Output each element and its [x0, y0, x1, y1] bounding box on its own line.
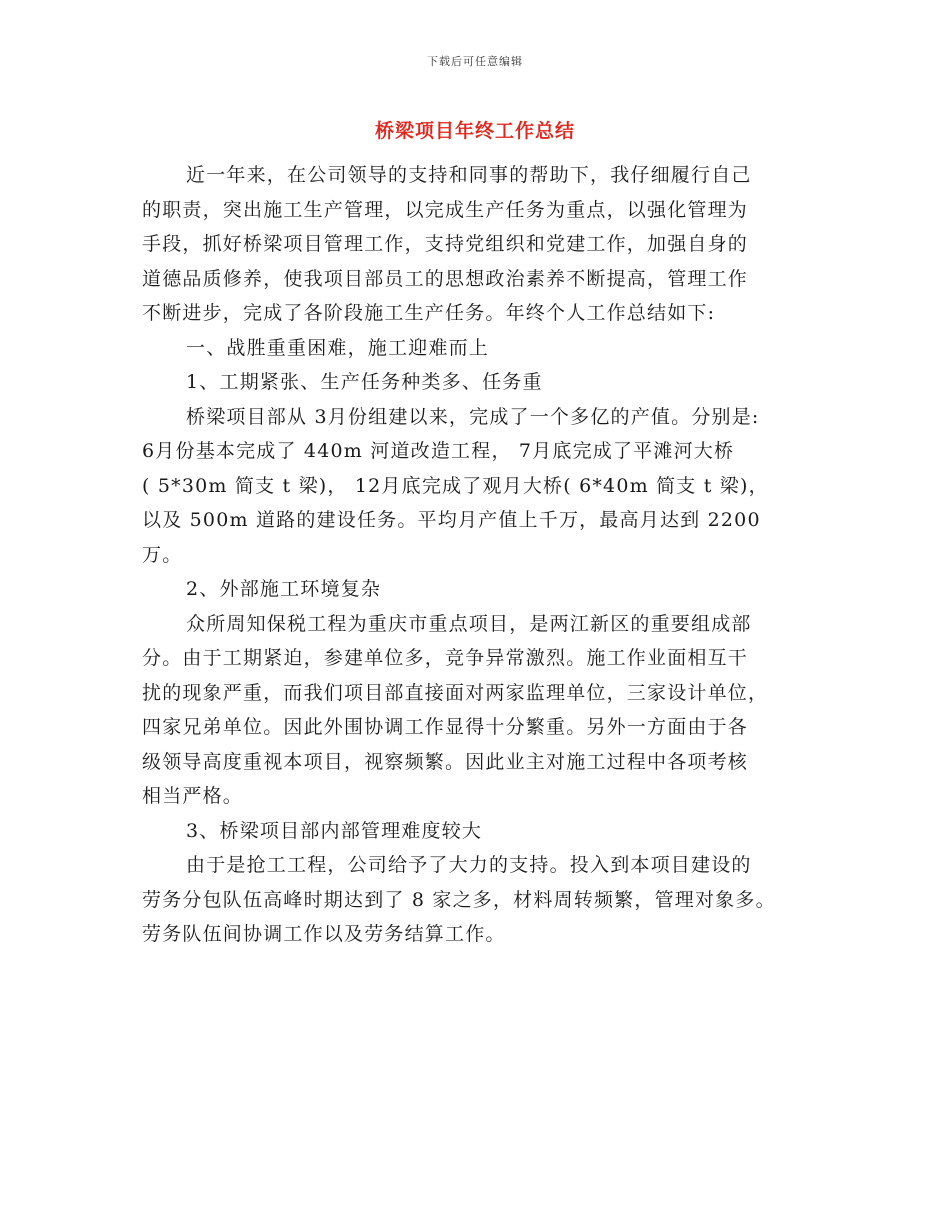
body-line: 近一年来，在公司领导的支持和同事的帮助下，我仔细履行自己 — [186, 164, 752, 186]
body-line: ( 5*30m 简支 t 梁)， 12月底完成了观月大桥( 6*40m 简支 t 梁)， — [142, 474, 769, 497]
body-line: 的职责，突出施工生产管理，以完成生产任务为重点，以强化管理为 — [142, 198, 749, 221]
body-line: 道德品质修养，使我项目部员工的思想政治素养不断提高，管理工作 — [142, 267, 749, 290]
body-line: 由于是抢工工程，公司给予了大力的支持。投入到本项目建设的 — [186, 854, 752, 876]
body-line: 不断进步，完成了各阶段施工生产任务。年终个人工作总结如下: — [142, 302, 716, 324]
body-line: 万。 — [142, 543, 183, 566]
body-line: 桥梁项目部从 3月份组建以来，完成了一个多亿的产值。分别是: — [186, 405, 760, 428]
body-line: 级领导高度重视本项目，视察频繁。因此业主对施工过程中各项考核 — [142, 750, 749, 773]
body-line: 劳务队伍间协调工作以及劳务结算工作。 — [142, 923, 506, 945]
document-title: 桥梁项目年终工作总结 — [374, 120, 575, 142]
body-line: 6月份基本完成了 440m 河道改造工程， 7月底完成了平滩河大桥 — [142, 440, 735, 462]
body-line: 以及 500m 道路的建设任务。平均月产值上千万，最高月达到 2200 — [142, 509, 761, 531]
body-line: 2、外部施工环境复杂 — [186, 578, 382, 600]
page-header-note: 下载后可任意编辑 — [427, 55, 523, 68]
body-line: 一、战胜重重困难，施工迎难而上 — [186, 336, 490, 359]
body-line: 1、工期紧张、生产任务种类多、任务重 — [186, 371, 543, 393]
body-line: 3、桥梁项目部内部管理难度较大 — [186, 819, 483, 842]
body-line: 扰的现象严重，而我们项目部直接面对两家监理单位，三家设计单位， — [142, 681, 769, 704]
document-body — [142, 158, 822, 952]
body-line: 分。由于工期紧迫，参建单位多，竞争异常激烈。施工作业面相互干 — [142, 647, 749, 669]
body-line: 手段，抓好桥梁项目管理工作，支持党组织和党建工作，加强自身的 — [142, 233, 749, 255]
body-line: 众所周知保税工程为重庆市重点项目，是两江新区的重要组成部 — [186, 612, 752, 635]
body-line: 劳务分包队伍高峰时期达到了 8 家之多，材料周转频繁，管理对象多。 — [142, 888, 776, 911]
body-line: 四家兄弟单位。因此外围协调工作显得十分繁重。另外一方面由于各 — [142, 716, 749, 738]
body-line: 相当严格。 — [142, 785, 244, 807]
